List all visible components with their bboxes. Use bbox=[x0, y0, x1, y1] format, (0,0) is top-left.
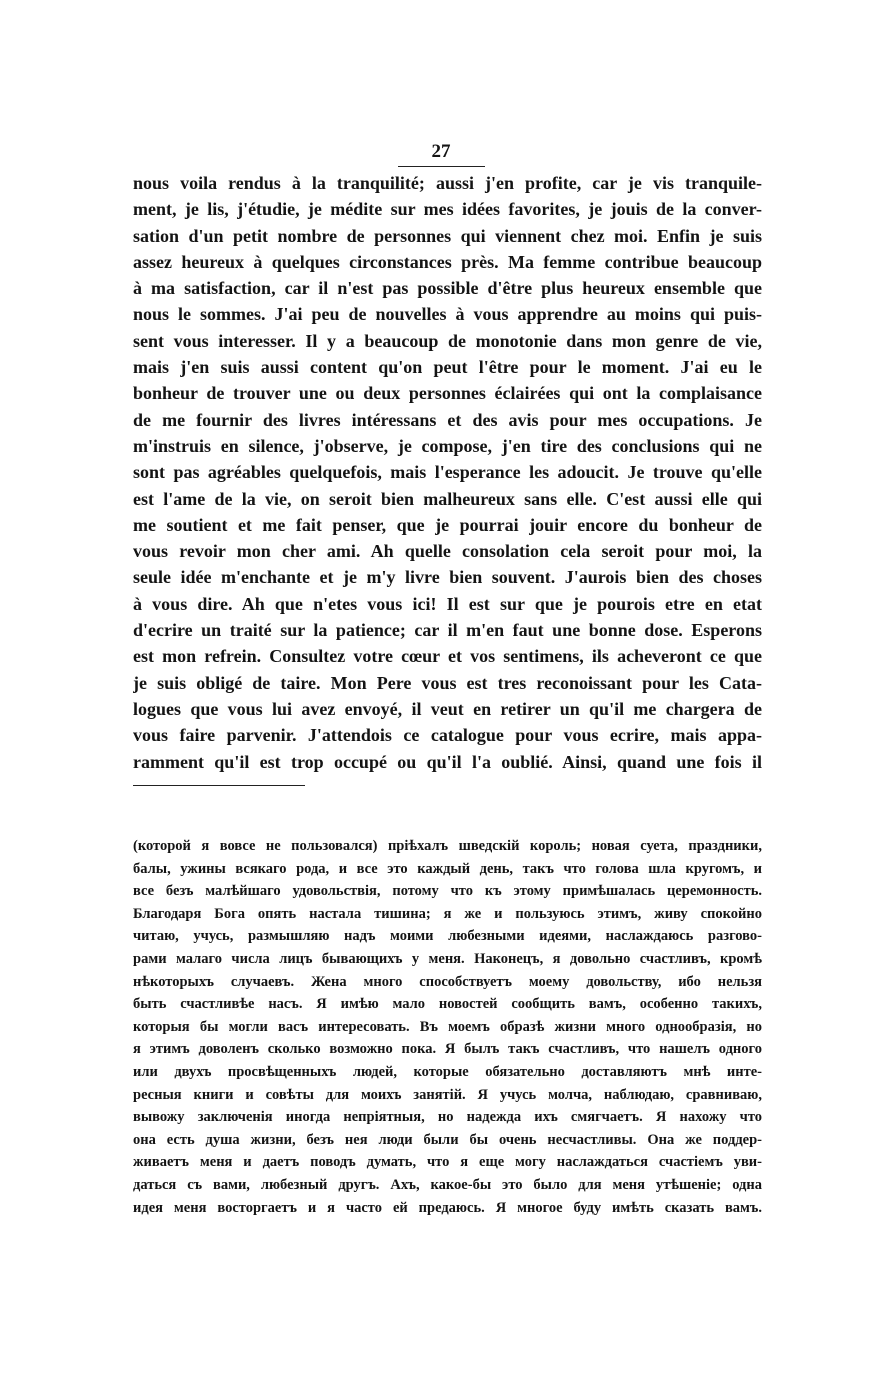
footnote-rule bbox=[133, 785, 305, 786]
footnote-line: балы, ужины всякаго рода, и все это каждый день, такъ что голова шла кругомъ, и bbox=[133, 860, 762, 877]
footnote-line: нѣкоторыхъ случаевъ. Жена много способствуетъ моему довольству, ибо нельзя bbox=[133, 973, 762, 990]
text-line: d'ecrire un traité sur la patience; car il m'en faut une bonne dose. Esperons bbox=[133, 620, 762, 641]
text-line: vous faire parvenir. J'attendois ce catalogue pour vous ecrire, mais appa- bbox=[133, 725, 762, 746]
text-line: nous le sommes. J'ai peu de nouvelles à vous apprendre au moins qui puis- bbox=[133, 304, 762, 325]
text-line: de me fournir des livres intéressans et des avis pour mes occupations. Je bbox=[133, 409, 762, 430]
footnote-line: которыя бы могли васъ интересовать. Въ моемъ образѣ жизни много однообразія, но bbox=[133, 1018, 762, 1035]
footnote-line: даться съ вами, любезный другъ. Ахъ, какое-бы это было для меня утѣшеніе; одна bbox=[133, 1176, 762, 1193]
text-line: me soutient et me fait penser, que je pourrai jouir encore du bonheur de bbox=[133, 514, 762, 535]
text-line: sation d'un petit nombre de personnes qui viennent chez moi. Enfin je suis bbox=[133, 225, 762, 246]
footnote-line: или двухъ просвѣщенныхъ людей, которые обязательно доставляютъ мнѣ инте- bbox=[133, 1063, 762, 1080]
footnote-line: я этимъ доволенъ сколько возможно пока. Я былъ такъ счастливъ, что нашелъ одного bbox=[133, 1041, 762, 1058]
text-line: est mon refrein. Consultez votre cœur et vos sentimens, ils acheveront ce que bbox=[133, 646, 762, 667]
text-line: m'instruis en silence, j'observe, je compose, j'en tire des conclusions qui ne bbox=[133, 435, 762, 456]
text-line: nous voila rendus à la tranquilité; aussi j'en profite, car je vis tranquile- bbox=[133, 173, 762, 193]
footnote-line: рами малаго числа лицъ бывающихъ у меня. Наконецъ, я довольно счастливъ, кромѣ bbox=[133, 950, 762, 967]
text-line: seule idée m'enchante et je m'y livre bien souvent. J'aurois bien des choses bbox=[133, 567, 762, 588]
text-line: à vous dire. Ah que n'etes vous ici! Il est sur que je pourois etre en etat bbox=[133, 593, 762, 614]
text-line: à ma satisfaction, car il n'est pas possible d'être plus heureux ensemble que bbox=[133, 278, 762, 299]
text-line: assez heureux à quelques circonstances près. Ma femme contribue beaucoup bbox=[133, 251, 762, 272]
main-text bbox=[133, 170, 762, 775]
footnote-line: идея меня восторгаетъ и я часто ей предаюсь. Я многое буду имѣть сказать вамъ. bbox=[133, 1199, 762, 1216]
text-line: je suis obligé de taire. Mon Pere vous est tres reconoissant pour les Cata- bbox=[133, 672, 762, 693]
footnote-line: все безъ малѣйшаго удовольствія, потому что къ этому примѣшалась церемонность. bbox=[133, 883, 762, 900]
text-line: sont pas agréables quelquefois, mais l'esperance les adoucit. Je trouve qu'elle bbox=[133, 462, 762, 483]
footnote-text bbox=[133, 835, 762, 1219]
footnote-line: читаю, учусь, размышляю надъ моими любезными идеями, наслаждаюсь разгово- bbox=[133, 928, 762, 945]
footnote-line: Благодаря Бога опять настала тишина; я же и пользуюсь этимъ, живу спокойно bbox=[133, 905, 762, 922]
page-number: 27 bbox=[431, 141, 451, 162]
text-line: sent vous interesser. Il y a beaucoup de monotonie dans mon genre de vie, bbox=[133, 330, 762, 351]
header-rule bbox=[398, 166, 485, 167]
footnote-line: она есть душа жизни, безъ нея люди были бы очень несчастливы. Она же поддер- bbox=[133, 1131, 762, 1148]
footnote-line: (которой я вовсе не пользовался) пріѣхалъ шведскій король; новая суета, праздники, bbox=[133, 838, 762, 854]
text-line: mais j'en suis aussi content qu'on peut l'être pour le moment. J'ai eu le bbox=[133, 357, 762, 378]
text-line: ramment qu'il est trop occupé ou qu'il l'a oublié. Ainsi, quand une fois il bbox=[133, 751, 762, 772]
text-line: vous revoir mon cher ami. Ah quelle consolation cela seroit pour moi, la bbox=[133, 541, 762, 562]
footnote-line: ресныя книги и совѣты для моихъ занятій. Я учусь молча, наблюдаю, сравниваю, bbox=[133, 1086, 762, 1103]
footnote-line: быть счастливѣе насъ. Я имѣю мало новостей сообщить вамъ, особенно такихъ, bbox=[133, 996, 762, 1013]
text-line: bonheur de trouver une ou deux personnes éclairées qui ont la complaisance bbox=[133, 383, 762, 404]
text-line: est l'ame de la vie, on seroit bien malheureux sans elle. C'est aussi elle qui bbox=[133, 488, 762, 509]
footnote-line: вывожу заключенія иногда непріятныя, но надежда ихъ смягчаетъ. Я нахожу что bbox=[133, 1109, 762, 1126]
text-line: logues que vous lui avez envoyé, il veut en retirer un qu'il me chargera de bbox=[133, 698, 762, 719]
text-line: ment, je lis, j'étudie, je médite sur mes idées favorites, je jouis de la conver- bbox=[133, 199, 762, 220]
footnote-line: живаетъ меня и даетъ поводъ думать, что я еще могу наслаждаться счастіемъ уви- bbox=[133, 1154, 762, 1171]
